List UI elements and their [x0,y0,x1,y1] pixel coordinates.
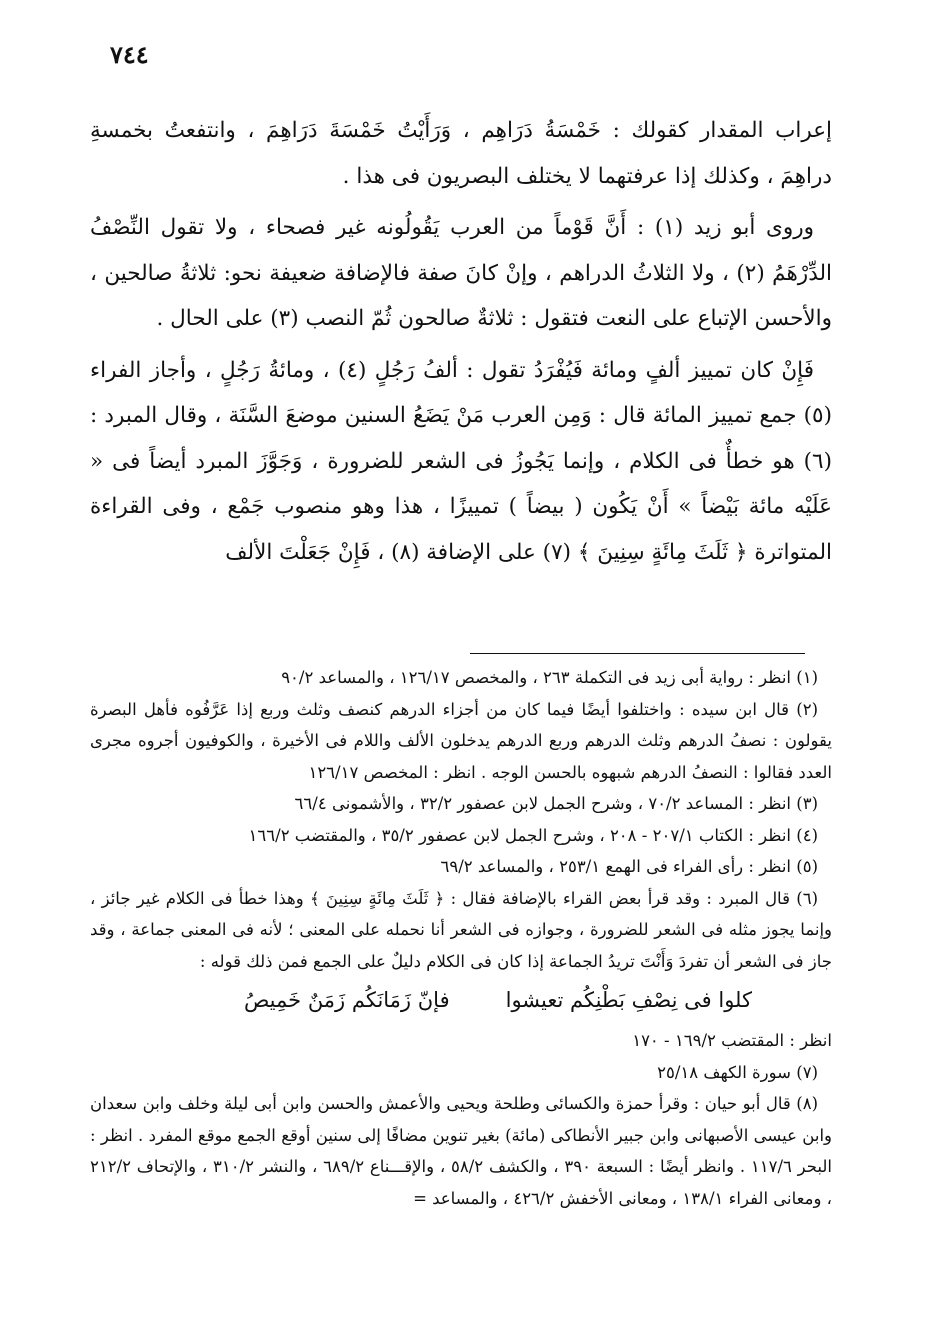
main-text [90,108,832,575]
footnote-4: (٤) انظر : الكتاب ٢٠٧/١ - ٢٠٨ ، وشرح الجمل لابن عصفور ٣٥/٢ ، والمقتضب ١٦٦/٢ [248,825,818,845]
poetry-verse [90,979,832,1021]
footnote-6: (٦) قال المبرد : وقد قرأ بعض القراء بالإضافة فقال : ﴿ ثَلَثَ مِائَةٍ سِنِينَ ﴾ وهذا خطأ فى الكلام غير جائز ، وإنما يجوز مثله فى الشعر للضرورة ، وجوازه فى الشعر أنا نحمله على المعنى ؛ لأنه فى المعنى جماعة ، وقد جاز فى الشعر أن تفردَ وَأَنْتَ تريدُ الجماعة إذا كان فى الكلام دليلٌ على الجمع فمن ذلك قوله : [90,888,832,971]
footnote-6-reference: انظر : المقتضب ١٦٩/٢ - ١٧٠ [632,1031,832,1050]
verse-first-hemistich: كلوا فى نِصْفِ بَطْنِكُم تعيشوا [505,988,752,1012]
footnote-1: (١) انظر : رواية أبى زيد فى التكملة ٢٦٣ ، والمخصص ١٢٦/١٧ ، والمساعد ٩٠/٢ [281,668,818,687]
paragraph-1: إعراب المقدار كقولك : خَمْسَةُ دَرَاهِم ، وَرَأَيْتُ خَمْسَةَ دَرَاهِمَ ، وانتفعتُ بخمسةِ دراهِمَ ، وكذلك إذا عرفتهما لا يختلف البصريون فى هذا . [90,118,832,189]
page-number: ٧٤٤ [110,40,149,69]
paragraph-3: فَإِنْ كان تمييز ألفٍ ومائة فَيُفْرَدُ تقول : ألفُ رَجُلٍ (٤) ، ومائةُ رَجُلٍ ، وأجاز الفراء (٥) جمع تمييز المائة قال : وَمِن العرب مَنْ يَضَعُ السنين موضعَ السَّنَة ، وقال المبرد : (٦) هو خطأٌ فى الكلام ، وإنما يَجُوزُ فى الشعر للضرورة ، وَجَوَّزَ المبرد أيضاً فى « عَلَيْه مائة بَيْضاً » أَنْ يَكُون ( بيضاً ) تمييزًا ، هذا وهو منصوب جَمْع ، وفى القراءة المتواترة ﴿ ثَلَثَ مِائَةٍ سِنِينَ ﴾ (٧) على الإضافة (٨) ، فَإِنْ جَعَلْتَ الألف [90,357,832,565]
footnote-2: (٢) قال ابن سيده : واختلفوا أيضًا فيما كان من أجزاء الدرهم كنصف وثلث وربع إذا عَرَّفُوه فأهل البصرة يقولون : نصفُ الدرهم وثلث الدرهم وربع الدرهم يدخلون الألف واللام فى الأخيرة ، والكوفيون أجروه مجرى العدد فقالوا : النصفُ الدرهم شبهوه بالحسن الوجه . انظر : المخصص ١٢٦/١٧ [90,699,832,782]
footnote-7: (٧) سورة الكهف ٢٥/١٨ [657,1062,818,1082]
footnotes [90,662,832,1214]
verse-second-hemistich: فإنّ زَمَانَكُم زَمَنٌ خَمِيصُ [243,988,450,1012]
footnote-divider [470,653,805,654]
footnote-3: (٣) انظر : المساعد ٧٠/٢ ، وشرح الجمل لابن عصفور ٣٢/٢ ، والأشمونى ٦٦/٤ [294,794,818,813]
footnote-8: (٨) قال أبو حيان : وقرأ حمزة والكسائى وطلحة ويحيى والأعمش والحسن وابن أبى ليلة وخلف وابن سعدان وابن عيسى الأصبهانى وابن جبير الأنطاكى (مائة) بغير تنوين مضافًا إلى سنين أوقع الجمع موقع المفرد . انظر : البحر ١١٧/٦ . وانظر أيضًا : السبعة ٣٩٠ ، والكشف ٥٨/٢ ، والإقـــناع ٦٨٩/٢ ، والنشر ٣١٠/٢ ، والإتحاف ٢١٢/٢ ، ومعانى الفراء ١٣٨/١ ، ومعانى الأخفش ٤٢٦/٢ ، والمساعد = [90,1094,833,1208]
paragraph-2: وروى أبو زيد (١) : أَنَّ قَوْماً من العرب يَقُولُونه غير فصحاء ، ولا تقول النِّصْفُ الدِّرْهَمُ (٢) ، ولا الثلاثُ الدراهم ، وإنْ كانَ صفة فالإضافة ضعيفة نحو: ثلاثةُ صالحين ، والأحسن الإتباع على النعت فتقول : ثلاثةٌ صالحون ثُمّ النصب (٣) على الحال . [90,215,833,331]
footnote-5: (٥) انظر : رأى الفراء فى الهمع ٢٥٣/١ ، والمساعد ٦٩/٢ [440,857,818,876]
